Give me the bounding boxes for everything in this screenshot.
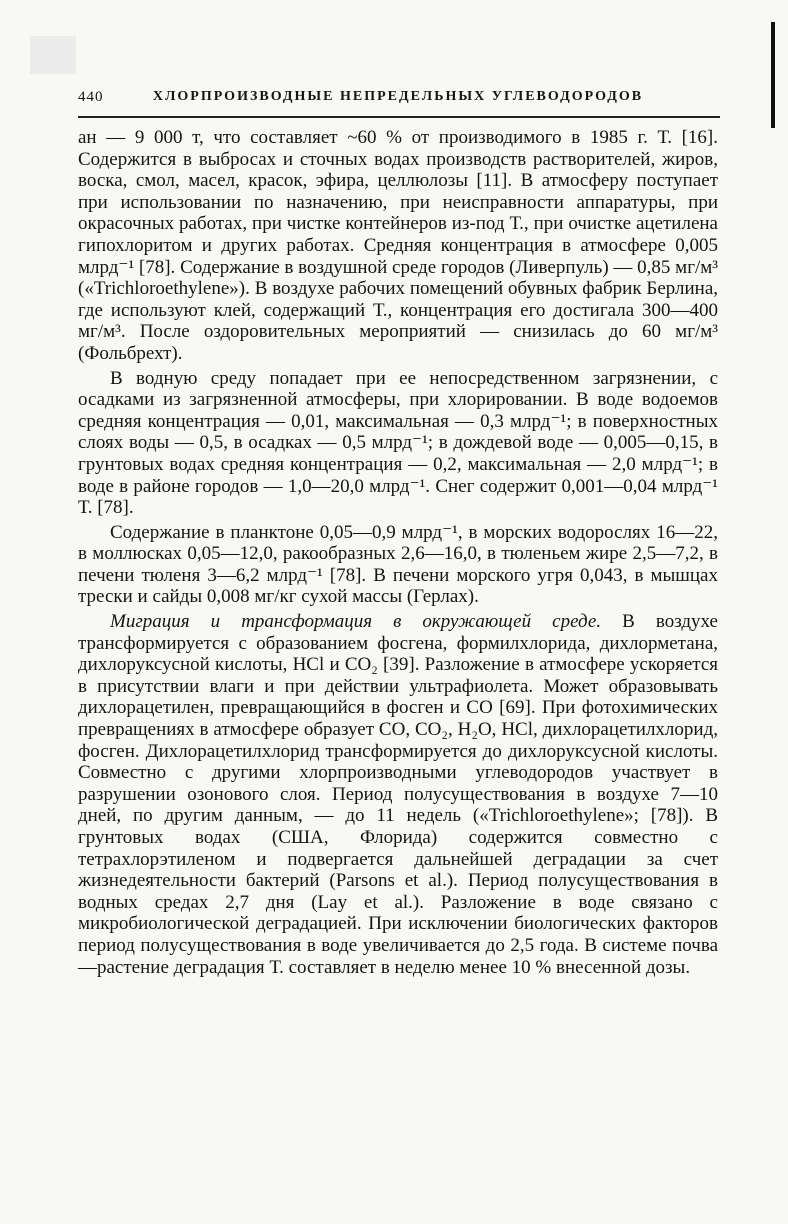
paragraph-migration bbox=[78, 611, 718, 978]
paragraph-water-environment bbox=[78, 368, 718, 519]
page-number: 440 bbox=[78, 89, 104, 105]
body-text bbox=[78, 127, 718, 978]
paragraph-text: В водную среду попадает при ее непосредственном загрязнении, с осадками из загрязненной атмосферы, при хлорировании. В воде водоемов средняя концентрация — 0,01, максимальная — 0,3 млрд⁻¹; в поверхностных слоях воды — 0,5, в осадках — 0,5 млрд⁻¹; в дождевой воде — 0,005—0,15, в грунтовых водах средняя концентрация — 0,2, максимальная — 2,0 млрд⁻¹; в воде в районе городов — 1,0—20,0 млрд⁻¹. Снег содержит 0,001—0,04 млрд⁻¹ Т. [78]. bbox=[78, 367, 718, 519]
run-in-heading: Миграция и трансформация в окружающей среде. bbox=[110, 611, 602, 633]
paragraph-biota-content bbox=[78, 522, 718, 608]
scan-edge-line bbox=[771, 22, 775, 128]
header-rule bbox=[78, 116, 720, 118]
paragraph-text: Содержание в планктоне 0,05—0,9 млрд⁻¹, в морских водорослях 16—22, в моллюсках 0,05—12,0, ракообразных 2,6—16,0, в тюленьем жире 2,5—7,2, в печени тюленя 3—6,2 млрд⁻¹ [78]. В печени морского угря 0,043, в мышцах трески и сайды 0,008 мг/кг сухой массы (Герлах). bbox=[78, 521, 718, 608]
paragraph-text: В воздухе трансформируется с образованием фосгена, формилхлорида, дихлорметана, дихлоруксусной кислоты, HCl и CO₂ [39]. Разложение в атмосфере ускоряется в присутствии влаги и при действии ультрафиолета. Может образовывать дихлорацетилен, превращающийся в фосген и CO [69]. При фотохимических превращениях в атмосфере образует CO, CO₂, H₂O, HCl, дихлорацетилхлорид, фосген. Дихлорацетилхлорид трансформируется до дихлоруксусной кислоты. Совместно с другими хлорпроизводными углеводородов участвует в разрушении озонового слоя. Период полусуществования в воздухе 7—10 дней, по другим данным, — до 11 недель («Trichloroethylene»; [78]). В грунтовых водах (США, Флорида) содержится совместно с тетрахлорэтиленом и подвергается дальнейшей деградации за счет жизнедеятельности бактерий (Parsons et al.). Период полусуществования в водных средах 2,7 дня (Lay et al.). Разложение в воде связано с микробиологической деградацией. При исключении биологических факторов период полусуществования в воде увеличивается до 2,5 года. В системе почва—растение деградация Т. составляет в неделю менее 10 % внесенной дозы. bbox=[78, 611, 718, 978]
paragraph-text: ан — 9 000 т, что составляет ~60 % от производимого в 1985 г. Т. [16]. Содержится в выбросах и сточных водах производств растворителей, жиров, воска, смол, масел, красок, эфира, целлюлозы [11]. В атмосферу поступает при использовании по назначению, при неисправности аппаратуры, при окрасочных работах, при чистке контейнеров из-под Т., при очистке ацетилена гипохлоритом и других работах. Средняя концентрация в атмосфере 0,005 млрд⁻¹ [78]. Содержание в воздушной среде городов (Ливерпуль) — 0,85 мг/м³ («Trichloroethylene»). В воздухе рабочих помещений обувных фабрик Берлина, где используют клей, содержащий Т., концентрация его достигала 300—400 мг/м³. После оздоровительных мероприятий — снизилась до 60 мг/м³ (Фольбрехт). bbox=[78, 127, 718, 364]
running-title: ХЛОРПРОИЗВОДНЫЕ НЕПРЕДЕЛЬНЫХ УГЛЕВОДОРОДОВ bbox=[152, 89, 644, 104]
page-header bbox=[78, 89, 718, 113]
scan-smudge bbox=[30, 36, 76, 74]
paragraph-air-emissions bbox=[78, 127, 718, 365]
